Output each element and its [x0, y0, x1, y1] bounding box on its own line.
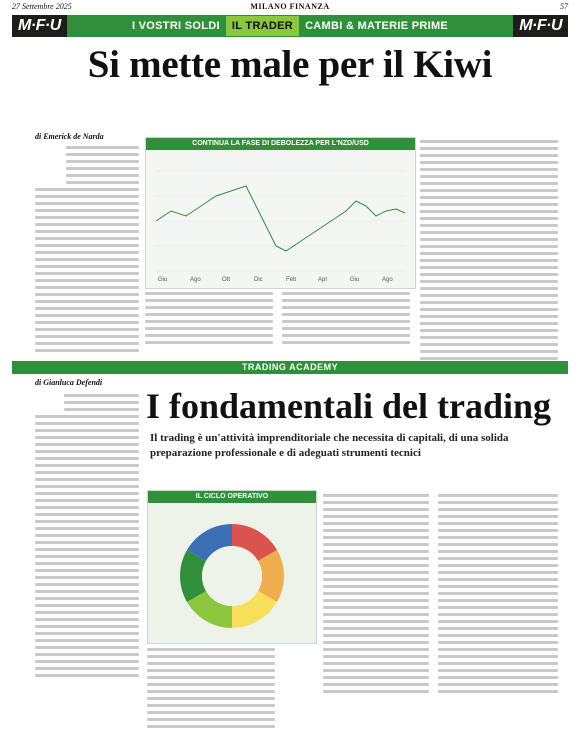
cycle-graphic	[148, 504, 316, 643]
nzd-usd-chart	[145, 137, 416, 289]
chart-plot	[146, 151, 415, 287]
diagram-title: IL CICLO OPERATIVO	[148, 491, 316, 503]
article2-column-3	[323, 494, 429, 697]
x-label-7: Giu	[350, 277, 360, 283]
article2-column-1	[35, 394, 139, 681]
x-label-5: Feb	[286, 277, 297, 283]
article-column-2	[145, 292, 273, 348]
article-byline: di Emerick de Narda	[35, 132, 104, 141]
section-item-cambi: CAMBI & MATERIE PRIME	[305, 20, 449, 32]
x-label-3: Ott	[222, 277, 231, 283]
article2-dek: Il trading è un'attività imprenditoriale che necessita di capitali, di una solida preparazione professionale e di adeguati strumenti tecnici	[150, 432, 509, 459]
section-item-vostri-soldi: I VOSTRI SOLDI	[131, 20, 220, 32]
article-column-1	[35, 146, 139, 356]
section-item-trader: IL TRADER	[226, 16, 299, 36]
x-label-2: Ago	[190, 277, 201, 283]
mfu-logo-right: M·F·U	[519, 17, 562, 34]
page-number: 57	[560, 2, 568, 11]
mfu-logo-left: M·F·U	[18, 17, 61, 34]
x-label-8: Ago	[382, 277, 393, 283]
article2-byline: di Gianluca Defendi	[35, 378, 103, 387]
page-header	[0, 0, 580, 14]
x-label-1: Giu	[158, 277, 168, 283]
x-label-4: Dic	[254, 277, 263, 283]
section-label-trading-academy: TRADING ACADEMY	[12, 361, 568, 374]
cycle-diagram	[147, 490, 317, 644]
article-column-3	[282, 292, 410, 348]
newspaper-name: MILANO FINANZA	[250, 2, 330, 11]
article2-column-4	[438, 494, 558, 697]
chart-title: CONTINUA LA FASE DI DEBOLEZZA PER L'NZD/USD	[146, 138, 415, 150]
section-strip	[67, 15, 513, 37]
article2-column-2	[147, 648, 275, 732]
x-label-6: Apr	[318, 277, 328, 283]
article-column-4	[420, 140, 558, 364]
article-headline: Si mette male per il Kiwi	[87, 43, 493, 86]
section-band	[12, 15, 568, 37]
page-date: 27 Settembre 2025	[12, 2, 72, 11]
article2-headline: I fondamentali del trading	[146, 386, 552, 426]
